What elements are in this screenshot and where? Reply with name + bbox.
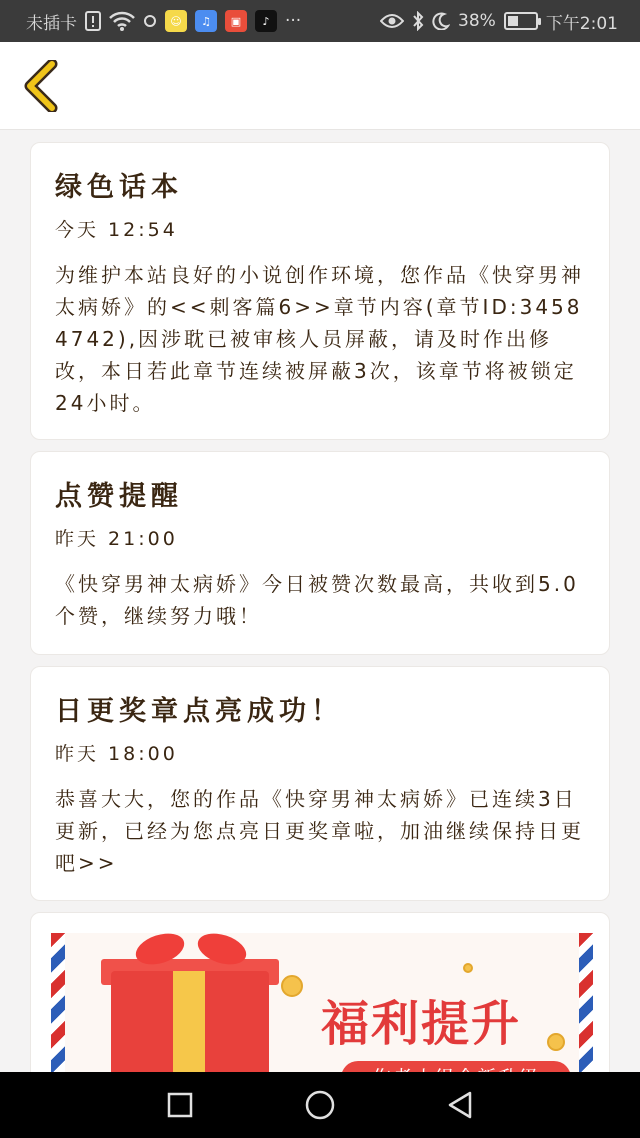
airmail-stripe	[51, 933, 65, 1082]
app-icon	[143, 14, 157, 28]
battery-percent: 38%	[458, 11, 496, 31]
message-title: 绿色话本	[55, 172, 183, 203]
eye-icon	[380, 13, 404, 29]
clock: 下午2:01	[545, 13, 618, 34]
app-icon: ▣	[225, 10, 247, 32]
more-icon: ···	[285, 11, 302, 31]
message-time: 昨天 21:00	[55, 528, 178, 550]
wifi-icon	[109, 11, 135, 31]
promo-card[interactable]	[30, 912, 610, 1082]
battery-icon	[504, 12, 538, 30]
carrier-text: 未插卡	[26, 13, 77, 34]
message-body: 为维护本站良好的小说创作环境，您作品《快穿男神太病娇》的<<刺客篇6>>章节内容(章节ID:34584742),因涉耽已被审核人员屏蔽，请及时作出修改，本日若此章节连续被屏蔽3次，该章节将被锁定24小时。	[55, 263, 584, 415]
music-icon: ♫	[195, 10, 217, 32]
message-title: 点赞提醒	[55, 481, 183, 512]
status-right	[380, 9, 618, 34]
coin-icon	[547, 1033, 565, 1051]
airmail-stripe	[579, 933, 593, 1082]
tiktok-icon: ♪	[255, 10, 277, 32]
promo-title: 福利提升	[321, 996, 522, 1052]
bluetooth-icon	[412, 11, 424, 31]
message-time: 今天 12:54	[55, 219, 178, 241]
app-header	[0, 42, 640, 130]
home-button[interactable]	[300, 1085, 340, 1125]
coin-icon	[463, 963, 473, 973]
battery-level	[508, 16, 518, 26]
message-body: 《快穿男神太病娇》今日被赞次数最高，共收到5.0个赞，继续努力哦！	[55, 572, 579, 628]
sim-alert-icon	[85, 11, 101, 31]
promo-banner[interactable]	[51, 933, 593, 1082]
message-card[interactable]	[30, 451, 610, 655]
message-card[interactable]	[30, 142, 610, 440]
coin-icon	[281, 975, 303, 997]
back-icon	[446, 1090, 474, 1120]
recent-apps-icon	[167, 1092, 193, 1118]
moon-icon	[432, 12, 450, 30]
app-icon: ☺	[165, 10, 187, 32]
message-time: 昨天 18:00	[55, 743, 178, 765]
system-nav-bar	[0, 1072, 640, 1138]
recent-apps-button[interactable]	[160, 1085, 200, 1125]
back-button[interactable]	[14, 58, 66, 114]
gift-box	[111, 971, 269, 1082]
message-card[interactable]	[30, 666, 610, 901]
home-icon	[304, 1089, 336, 1121]
back-nav-button[interactable]	[440, 1085, 480, 1125]
message-body: 恭喜大大，您的作品《快穿男神太病娇》已连续3日更新，已经为您点亮日更奖章啦，加油继续保持日更吧>>	[55, 787, 584, 875]
chevron-left-icon	[22, 60, 58, 112]
message-title: 日更奖章点亮成功！	[55, 696, 343, 727]
status-bar	[0, 0, 640, 42]
gift-ribbon	[173, 971, 205, 1082]
status-left	[26, 9, 301, 34]
